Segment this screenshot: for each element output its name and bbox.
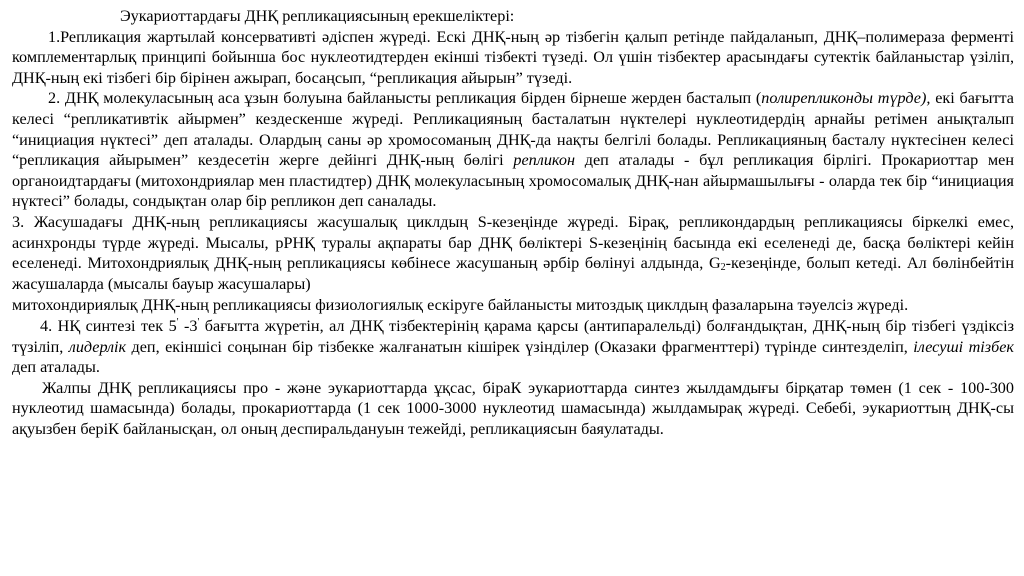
paragraph-4 bbox=[12, 316, 1014, 378]
paragraph-3-part-c: митохондириялық ДНҚ-ның репликациясы физиологиялық ескіруге байланысты митоздық циклдың фазаларына тәуелсіз жүреді. bbox=[12, 296, 909, 315]
paragraph-2-part-b: екі бағытта келесі “репликативтік айырмен” кездескенше жүреді. Репликацияның басталатын нүктелері нуклеотидердің арнайы ретімен анықталып “инициация нүктесі” деп аталады. Олардың саны әр хромосоманың ДНҚ-да нақты белгілі болады. Репликацияның басталу нүктесінен келесі “репликация айырымен” кездесетін жерге дейінгі ДНҚ-ның бөлігі bbox=[12, 89, 1014, 170]
paragraph-2-italic-polyreplicon: полирепликонды түрде), bbox=[761, 89, 931, 108]
paragraph-5-text: Жалпы ДНҚ репликациясы про - және эукариоттарда ұқсас, біраК эукариоттарда синтез жылдамдығы бірқатар төмен (1 сек - 100-300 нуклеотид шамасында) болады, прокариоттарда (1 сек 1000-3000 нуклеотид шамасында) жылдамырақ жүреді. Себебі, эукариоттың ДНҚ-сы ақуызбен беріК байланысқан, ол оның деспиральдануын тежейді, репликациясын баяулатады. bbox=[12, 378, 1014, 438]
paragraph-4-part-a: 4. НҚ синтезі тек 5 bbox=[40, 316, 177, 335]
paragraph-2-italic-replicon: репликон bbox=[513, 151, 575, 170]
paragraph-3-part-b: -кезеңінде, болып кетеді. Ал бөлінбейтін жасушаларда (мысалы бауыр жасушалары) bbox=[12, 254, 1014, 293]
paragraph-5 bbox=[12, 378, 1014, 440]
paragraph-4-part-e: деп аталады. bbox=[12, 358, 100, 377]
paragraph-1-text: 1.Репликация жартылай консервативті әдіспен жүреді. Ескі ДНҚ-ның әр тізбегін қалып ретінде пайдаланып, ДНҚ–полимераза ферменті комплементарлық принципі бойынша бос нуклеотидтерден екінші тізбекті түзеді. Ол үшін тізбектер арасындағы сутектік байланыстар үзіліп, ДНҚ-ның екі тізбегі бір бірінен ажырап, босаңсып, “репликация айырын” түзеді. bbox=[12, 27, 1014, 87]
paragraph-2 bbox=[12, 88, 1014, 212]
paragraph-3 bbox=[12, 212, 1014, 316]
paragraph-4-prime-1: ' bbox=[176, 316, 179, 328]
page-title: Эукариоттардағы ДНҚ репликациясының ерекшеліктері: bbox=[120, 7, 515, 25]
paragraph-4-part-b: -3 bbox=[178, 316, 198, 335]
paragraph-4-italic-lagging: ілесуші тізбек bbox=[913, 337, 1014, 356]
paragraph-2-part-c: деп аталады - бұл репликация бірлігі. Прокариоттар мен органоидтардағы (митохондриялар мен пластидтер) ДНҚ молекуласының хромосомалық ДНҚ-нан айырмашылығы - оларда тек бір “инициация нүктесі” болады, сондықтан олар бір репликон деп саналады. bbox=[12, 151, 1014, 211]
paragraph-4-part-d: деп, екіншісі соңынан бір тізбекке жалғанатын кішірек үзінділер (Оказаки фрагменттері) түрінде синтезделіп, bbox=[126, 337, 914, 356]
paragraph-3-subscript: 2 bbox=[720, 262, 726, 274]
paragraph-2-part-a: 2. ДНҚ молекуласының аса ұзын болуына байланысты репликация бірден бірнеше жерден басталып ( bbox=[48, 89, 762, 108]
paragraph-4-prime-2: ' bbox=[197, 316, 200, 328]
paragraph-4-part-c: бағытта жүретін, ал ДНҚ тізбектерінің қарама қарсы (антипаралельді) болғандықтан, ДНҚ-ның бір тізбегі үздіксіз түзіліп, bbox=[12, 316, 1014, 356]
paragraph-1 bbox=[12, 27, 1014, 89]
paragraph-3-part-a: 3. Жасушадағы ДНҚ-ның репликациясы жасушалық циклдың S-кезеңінде жүреді. Бірақ, репликондардың репликациясы біркелкі емес, асинхронды түрде жүреді. Мысалы, рРНҚ туралы ақпараты бар ДНҚ бөліктері S-кезеңінің басында екі еселенеді де, басқа бөліктері кейін еселенеді. Митохондриялық ДНҚ-ның репликациясы көбінесе жасушаның әрбір бөлінуі алдында, G bbox=[12, 212, 1014, 273]
paragraph-4-italic-leading: лидерлік bbox=[68, 337, 127, 356]
